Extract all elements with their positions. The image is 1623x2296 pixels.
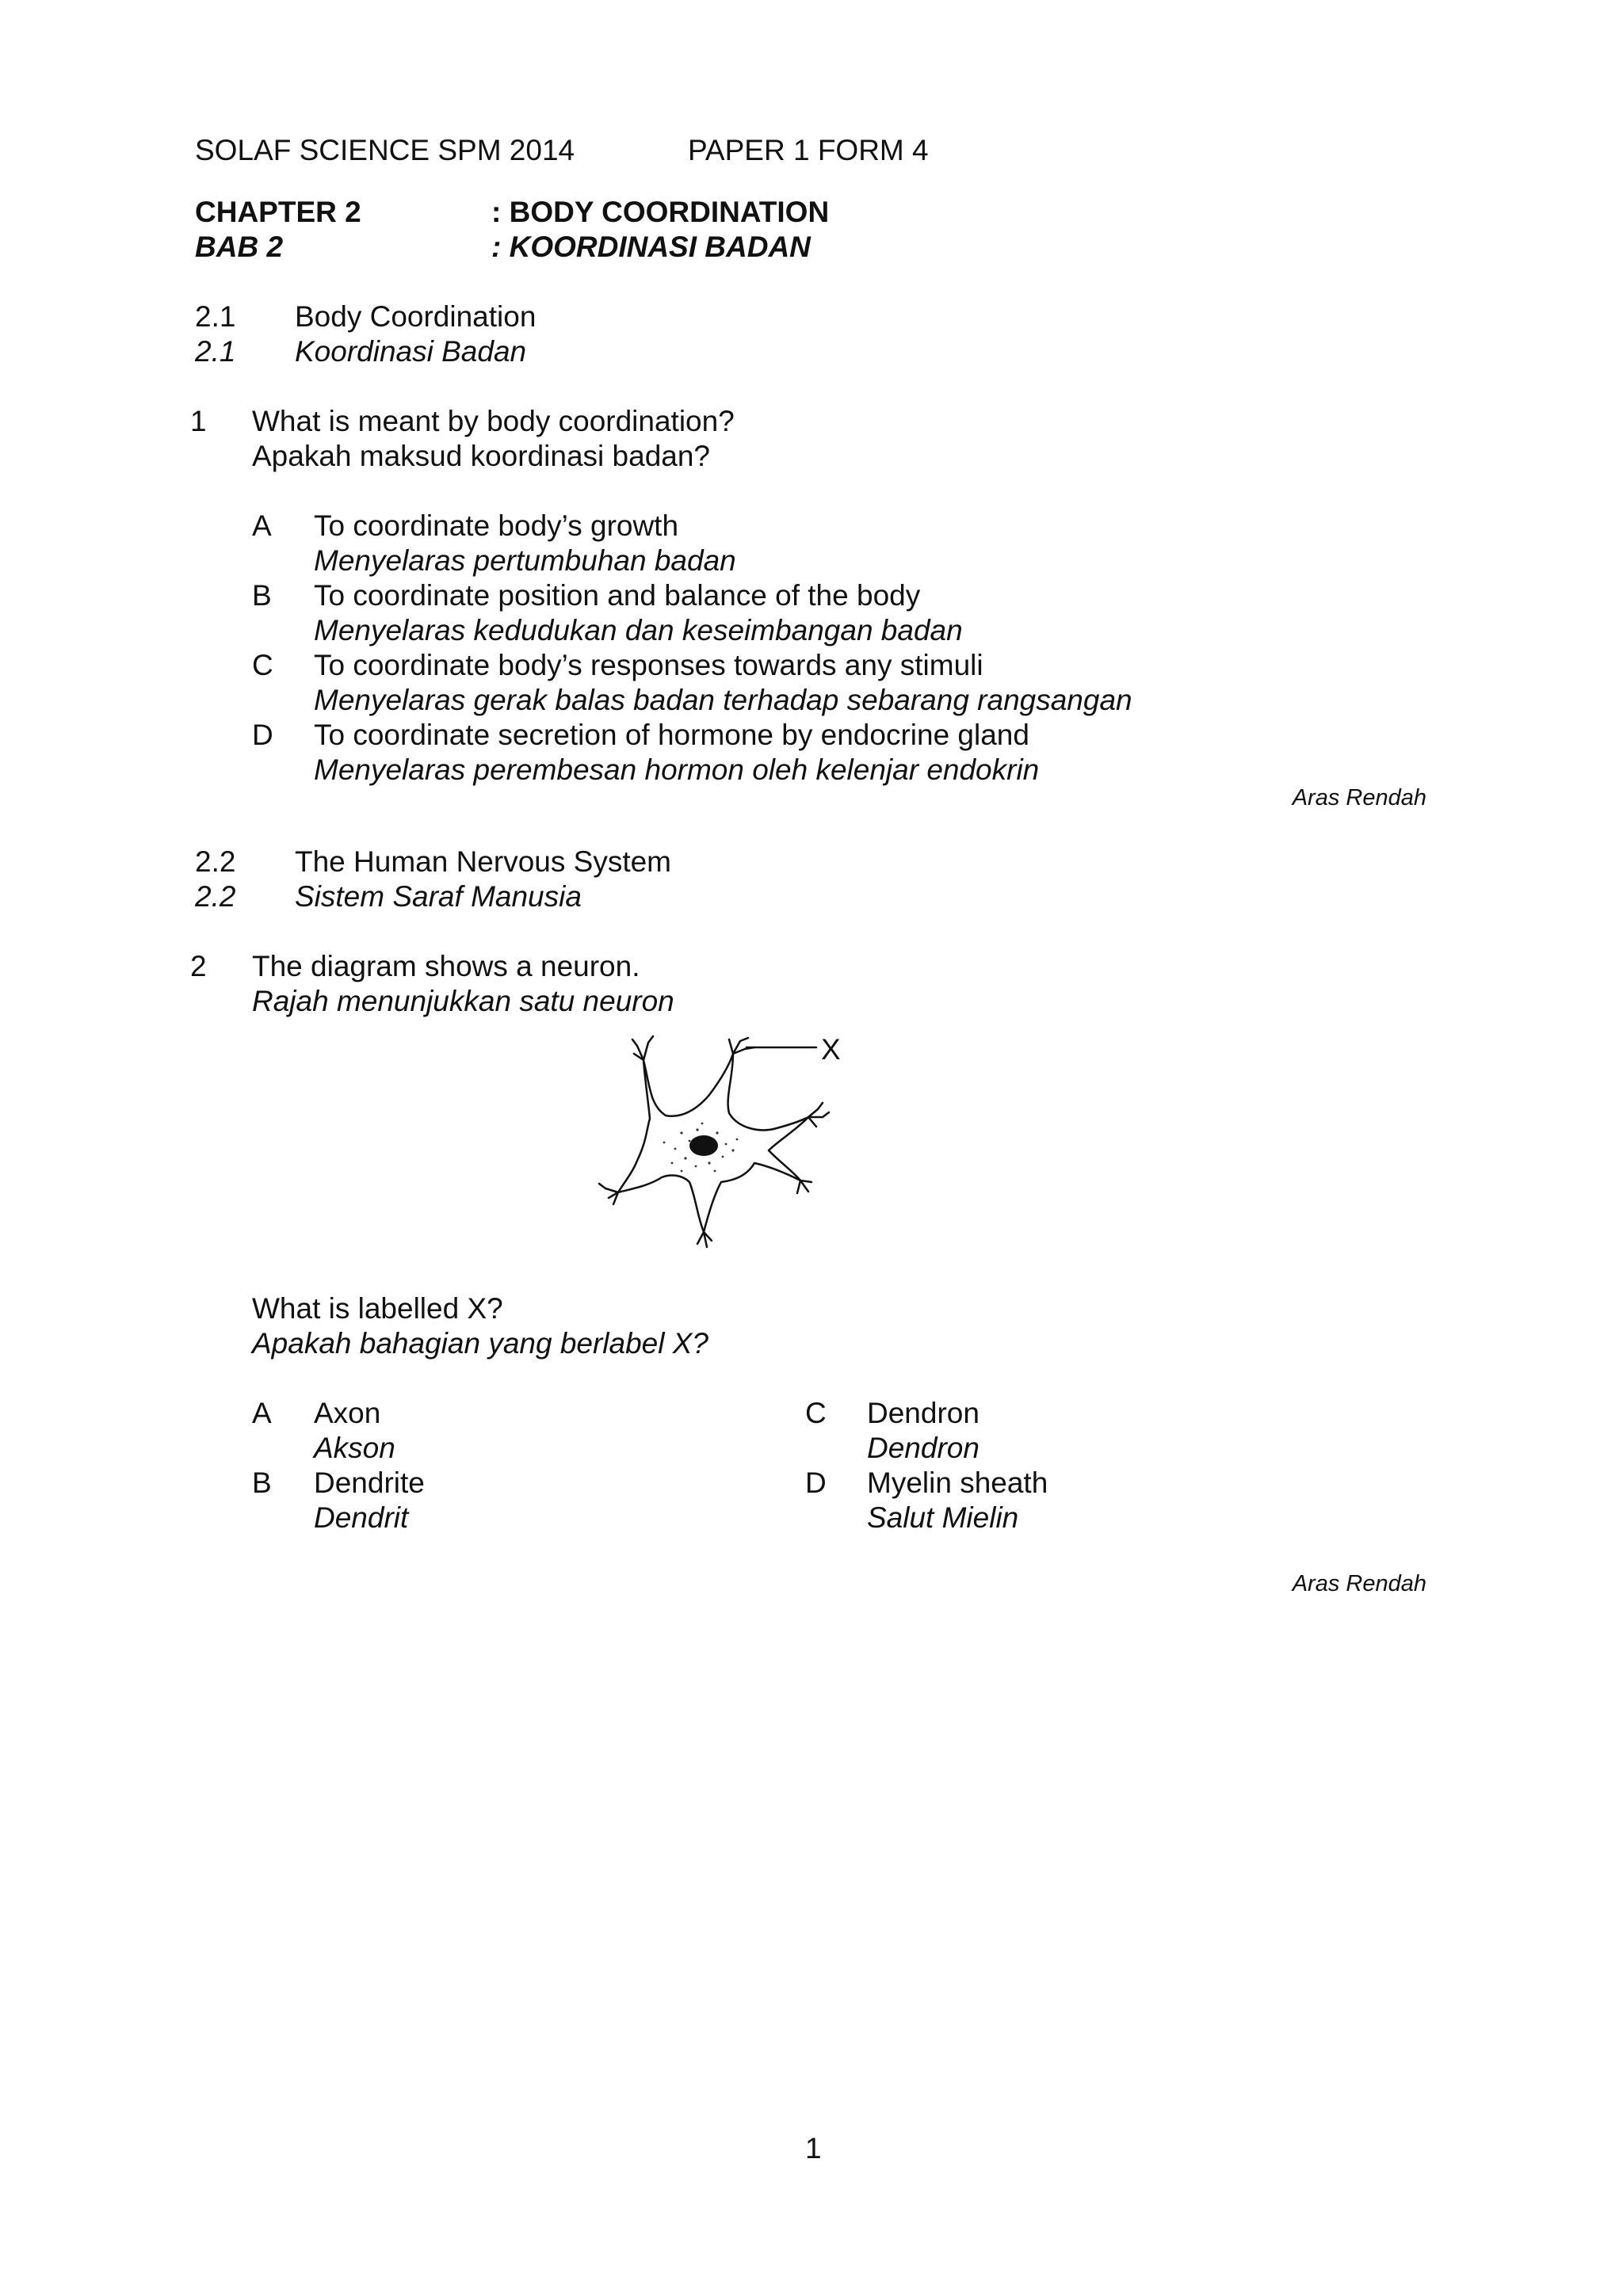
section-title-ms: Koordinasi Badan [295,335,527,368]
bab-title: : KOORDINASI BADAN [491,231,811,263]
option-text: Axon [314,1397,381,1429]
bab-label: BAB 2 [195,231,284,263]
diagram-label-x: X [821,1033,841,1066]
section-number: 2.1 [195,300,236,333]
option-text: To coordinate body’s growth [314,509,679,542]
question-stem: What is meant by body coordination? [252,405,735,437]
question-stem-ms: Rajah menunjukkan satu neuron [252,985,674,1017]
question-number: 2 [190,950,207,982]
option-letter: A [252,509,272,542]
option-text: To coordinate position and balance of the body [314,579,921,612]
option-letter: D [805,1466,827,1499]
header-right: PAPER 1 FORM 4 [688,134,929,166]
question-number: 1 [190,405,207,437]
option-text-ms: Menyelaras kedudukan dan keseimbangan badan [314,614,963,646]
section-number-ms: 2.2 [195,880,236,913]
page-number: 1 [805,2132,822,2164]
section-title: The Human Nervous System [295,845,672,878]
difficulty-level: Aras Rendah [1292,785,1426,810]
option-text-ms: Menyelaras perembesan hormon oleh kelenjar endokrin [314,753,1040,786]
section-number: 2.2 [195,845,236,878]
option-letter: C [805,1397,827,1429]
option-text-ms: Akson [314,1432,395,1464]
difficulty-level: Aras Rendah [1292,1571,1426,1596]
question-text: What is labelled X? [252,1292,503,1325]
option-text-ms: Menyelaras gerak balas badan terhadap sebarang rangsangan [314,684,1132,716]
option-letter: D [252,719,273,751]
option-text: Dendron [867,1397,980,1429]
section-title: Body Coordination [295,300,537,333]
option-text: To coordinate body’s responses towards any stimuli [314,649,983,681]
option-letter: B [252,1466,272,1499]
option-text-ms: Dendrit [314,1501,409,1534]
chapter-title: : BODY COORDINATION [491,196,830,228]
option-text-ms: Salut Mielin [867,1501,1019,1534]
option-text-ms: Dendron [867,1432,980,1464]
option-text: Dendrite [314,1466,425,1499]
option-text: To coordinate secretion of hormone by endocrine gland [314,719,1029,751]
option-text: Myelin sheath [867,1466,1048,1499]
section-number-ms: 2.1 [195,335,236,368]
question-text-ms: Apakah bahagian yang berlabel X? [252,1327,709,1360]
question-stem-ms: Apakah maksud koordinasi badan? [252,440,710,472]
option-letter: A [252,1397,272,1429]
header-left: SOLAF SCIENCE SPM 2014 [195,134,575,166]
option-text-ms: Menyelaras pertumbuhan badan [314,544,736,577]
option-letter: C [252,649,273,681]
neuron-diagram [571,1030,840,1268]
chapter-label: CHAPTER 2 [195,196,361,228]
section-title-ms: Sistem Saraf Manusia [295,880,582,913]
question-stem: The diagram shows a neuron. [252,950,640,982]
option-letter: B [252,579,272,612]
